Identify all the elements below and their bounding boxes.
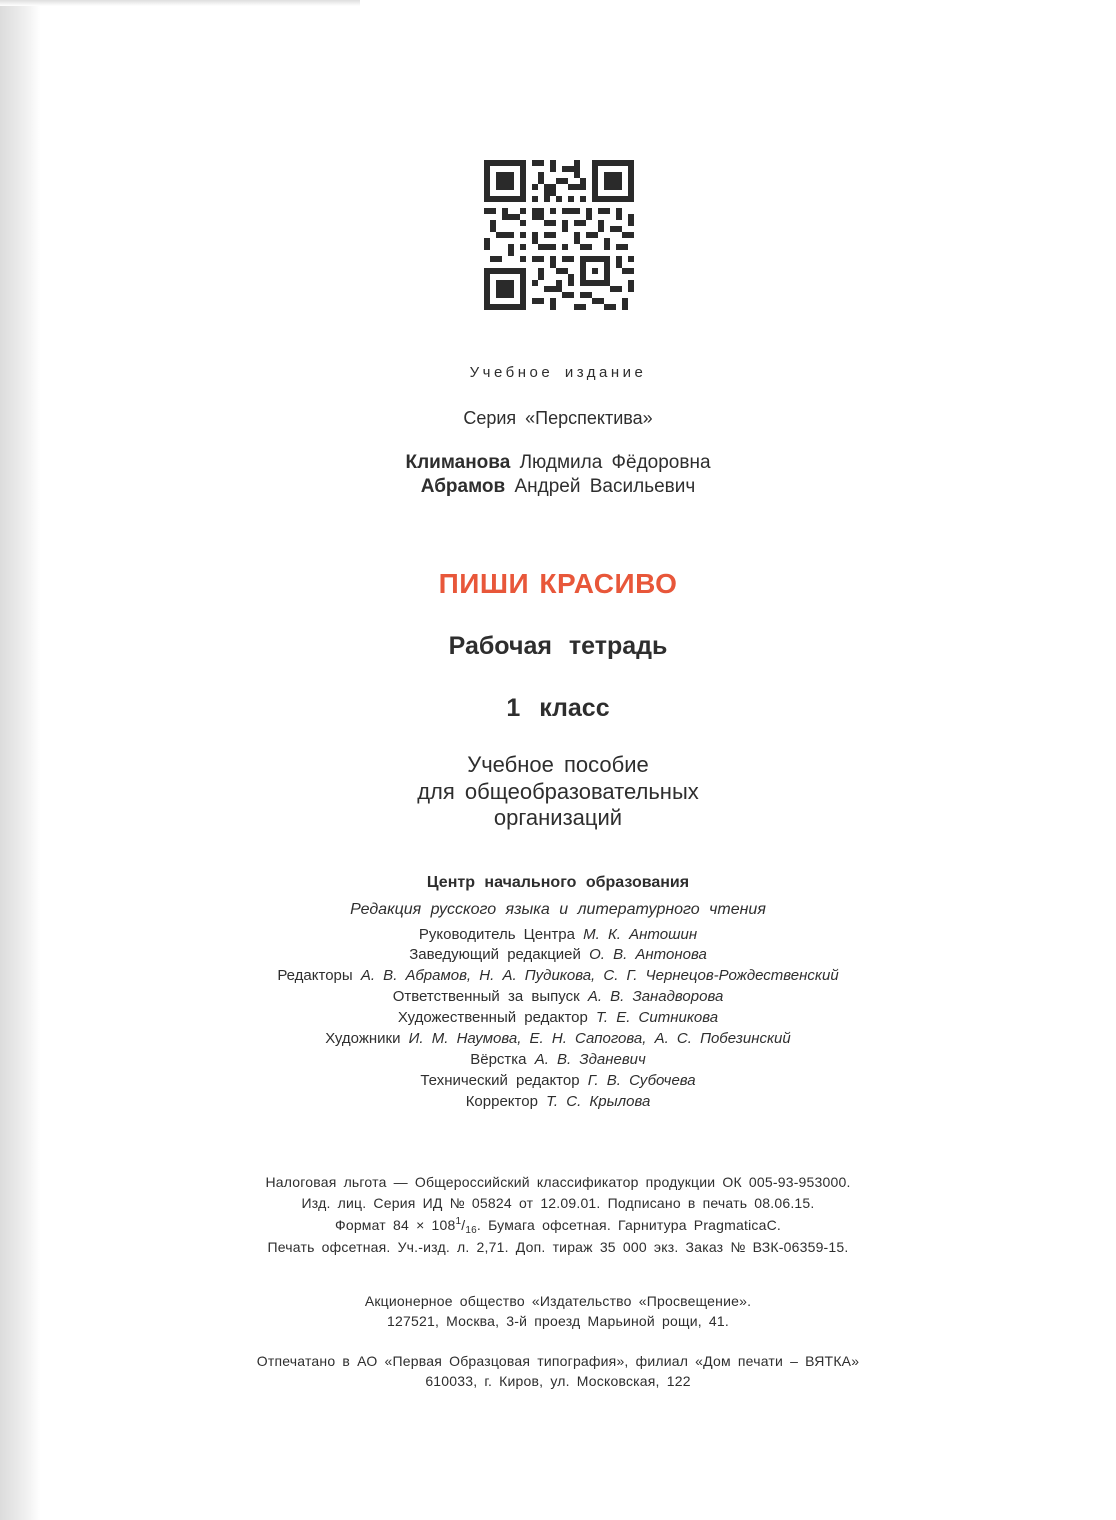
grade-label: 1 класс (506, 694, 610, 722)
format-numerator: 1 (455, 1216, 462, 1227)
credit-role: Художники (325, 1030, 401, 1047)
author-1-surname: Климанова (405, 452, 511, 473)
credit-role: Редакторы (277, 967, 353, 984)
format-denominator: 16 (465, 1225, 477, 1236)
publisher-line-2: 127521, Москва, 3-й проезд Марьиной рощи, 41. (387, 1313, 729, 1329)
credit-role: Ответственный за выпуск (392, 988, 580, 1005)
credit-role: Вёрстка (470, 1051, 527, 1068)
credit-row-9 (0, 1093, 1116, 1110)
credit-names: И. М. Наумова, Е. Н. Сапогова, А. С. Побезинский (408, 1030, 791, 1047)
imprint-line-3 (0, 1216, 1116, 1236)
description-line-3: организаций (493, 805, 623, 830)
author-1 (0, 452, 1116, 474)
credit-names: М. К. Антошин (583, 926, 698, 943)
credits-department: Редакция русского языка и литературного чтения (350, 901, 766, 918)
format-suffix: . Бумага офсетная. Гарнитура PragmaticaC. (476, 1217, 781, 1233)
credit-role: Корректор (465, 1093, 538, 1110)
credit-role: Художественный редактор (397, 1009, 588, 1026)
credit-role: Заведующий редакцией (409, 946, 581, 963)
author-2-given: Андрей Васильевич (514, 476, 696, 497)
description-line-1: Учебное пособие (467, 752, 649, 777)
author-2 (0, 476, 1116, 498)
printer-line-1: Отпечатано в АО «Первая Образцовая типография», филиал «Дом печати – ВЯТКА» (256, 1353, 860, 1369)
credit-row-5 (0, 1009, 1116, 1026)
printer-line-2: 610033, г. Киров, ул. Московская, 122 (425, 1373, 691, 1389)
credit-row-3 (0, 967, 1116, 984)
credit-row-1 (0, 926, 1116, 943)
book-subtitle: Рабочая тетрадь (448, 632, 668, 660)
credits-center: Центр начального образования (426, 874, 690, 891)
format-slash: / (461, 1217, 466, 1233)
credit-role: Руководитель Центра (418, 926, 575, 943)
description-line-2: для общеобразовательных (417, 779, 699, 804)
credit-row-7 (0, 1051, 1116, 1068)
credit-names: О. В. Антонова (589, 946, 707, 963)
credit-row-8 (0, 1072, 1116, 1089)
author-2-surname: Абрамов (420, 476, 506, 497)
imprint-line-2: Изд. лиц. Серия ИД № 05824 от 12.09.01. Подписано в печать 08.06.15. (301, 1195, 815, 1211)
credit-names: А. В. Зданевич (534, 1051, 646, 1068)
credit-names: Т. С. Крылова (546, 1093, 651, 1110)
page-top-shadow (0, 0, 360, 6)
qr-code-icon (484, 160, 634, 310)
publisher-line-1: Акционерное общество «Издательство «Просвещение». (364, 1293, 752, 1309)
format-prefix: Формат 84 × 108 (334, 1217, 456, 1233)
credit-names: А. В. Занадворова (587, 988, 724, 1005)
edition-type: Учебное издание (469, 364, 647, 381)
credit-names: Г. В. Субочева (587, 1072, 696, 1089)
credit-names: А. В. Абрамов, Н. А. Пудикова, С. Г. Чернецов-Рождественский (360, 967, 839, 984)
credit-row-2 (0, 946, 1116, 963)
book-title: ПИШИ КРАСИВО (438, 568, 678, 599)
series-line: Серия «Перспектива» (463, 408, 653, 428)
author-1-given: Людмила Фёдоровна (519, 452, 711, 473)
credit-row-4 (0, 988, 1116, 1005)
credit-role: Технический редактор (420, 1072, 580, 1089)
imprint-line-4: Печать офсетная. Уч.-изд. л. 2,71. Доп. тираж 35 000 экз. Заказ № ВЗК-06359-15. (267, 1239, 849, 1255)
credit-names: Т. Е. Ситникова (596, 1009, 719, 1026)
imprint-line-1: Налоговая льгота — Общероссийский классификатор продукции ОК 005-93-953000. (265, 1174, 851, 1190)
credit-row-6 (0, 1030, 1116, 1047)
